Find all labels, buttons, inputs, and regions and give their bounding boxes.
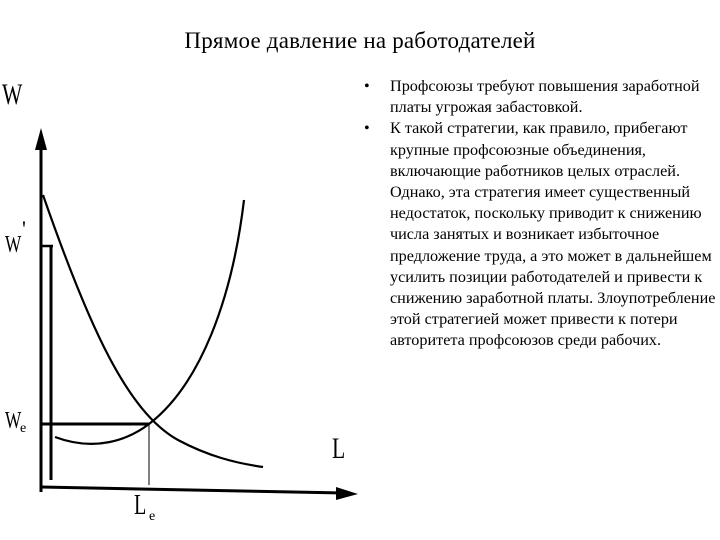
x-axis-label: L (332, 431, 346, 465)
demand-curve (43, 195, 263, 467)
x-axis-arrow (336, 487, 358, 500)
le-subscript: e (149, 509, 156, 524)
bullet-item (364, 76, 716, 118)
we-subscript: e (20, 421, 27, 436)
slide-title: Прямое давление на работодателей (184, 28, 536, 53)
bullet-marker: • (364, 119, 370, 138)
bullet-item (364, 118, 716, 351)
w-prime-mark: ' (22, 216, 26, 241)
bullet-list (364, 76, 716, 352)
supply-curve (55, 200, 244, 444)
y-axis-label: W (2, 77, 23, 111)
we-label: W (5, 406, 22, 434)
bullet-marker: • (364, 77, 370, 95)
w-prime-label: W (5, 230, 22, 258)
bullet-text: К такой стратегии, как правило, прибегают крупные профсоюзные объединения, включающие работников целых отраслей. Однако, эта стратегия имеет существенный недостаток, поскольку приводит к снижению числа занятых и возникает избыточное предложение труда, а это может в дальнейшем усилить позиции работодателей и привести к снижению заработной платы. Злоупотребление этой стратегией может привести к потери авторитета профсоюзов среди рабочих. (390, 119, 716, 350)
y-axis-arrow (35, 128, 47, 150)
bullet-text: Профсоюзы требуют повышения заработной платы угрожая забастовкой. (390, 77, 700, 117)
le-label: L (134, 489, 147, 521)
x-axis-line (41, 487, 344, 493)
